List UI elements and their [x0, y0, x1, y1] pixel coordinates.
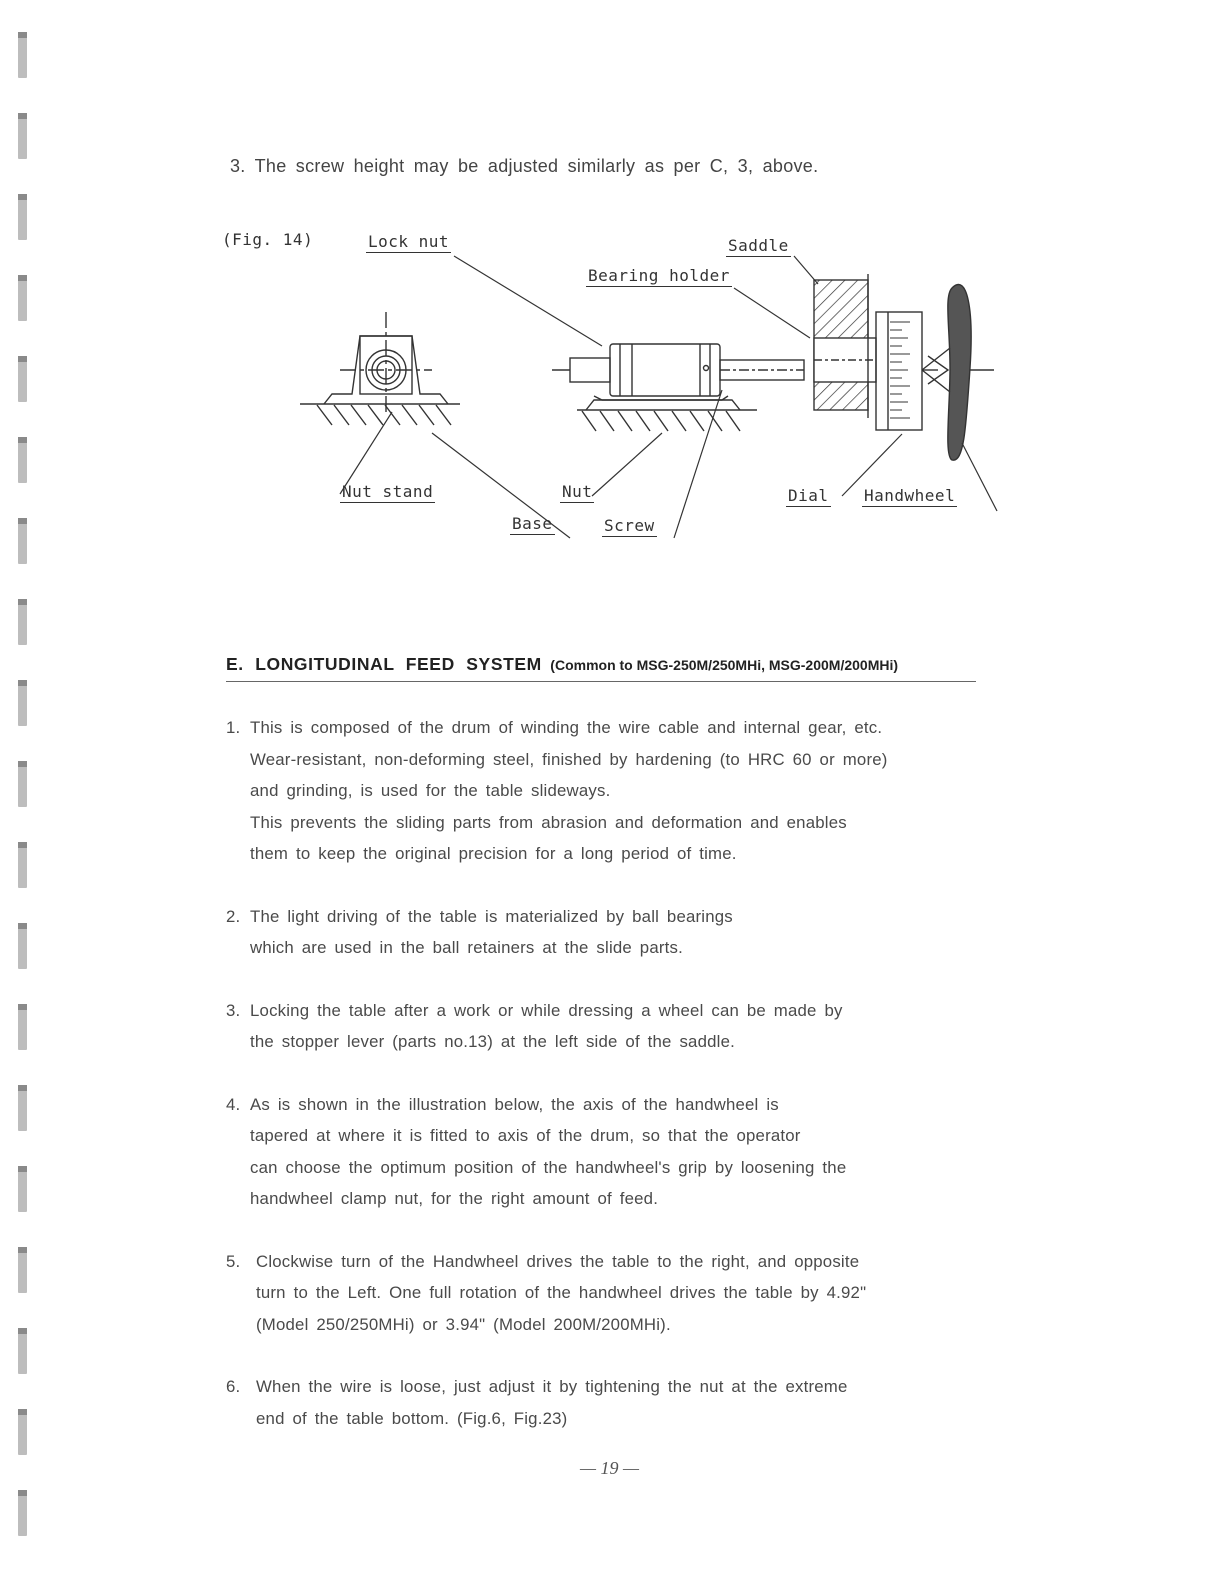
item-line: can choose the optimum position of the handwheel's grip by loosening the — [250, 1157, 847, 1177]
item-line: tapered at where it is fitted to axis of the drum, so that the operator — [250, 1126, 801, 1145]
item-line: The light driving of the table is materialized by ball bearings — [250, 906, 733, 926]
list-item — [226, 901, 986, 964]
binding-hole — [18, 842, 27, 888]
list-item — [226, 995, 986, 1058]
binding-hole — [18, 680, 27, 726]
item-number: 5. — [226, 1251, 241, 1271]
item-line: turn to the Left. One full rotation of the handwheel drives the table by 4.92" — [256, 1283, 867, 1302]
list-item — [226, 1089, 986, 1215]
ground-hatching-left — [300, 404, 460, 425]
binding-hole — [18, 1004, 27, 1050]
item-line: which are used in the ball retainers at the slide parts. — [250, 938, 683, 957]
figure-14 — [222, 228, 1022, 558]
item-line: the stopper lever (parts no.13) at the left side of the saddle. — [250, 1032, 735, 1051]
section-subtitle: (Common to MSG-250M/250MHi, MSG-200M/200MHi) — [550, 657, 899, 673]
item-line: When the wire is loose, just adjust it by tightening the nut at the extreme — [256, 1377, 848, 1396]
item-line: end of the table bottom. (Fig.6, Fig.23) — [256, 1408, 568, 1428]
binding-hole — [18, 275, 27, 321]
binding-hole — [18, 1085, 27, 1131]
binding-hole — [18, 1166, 27, 1212]
binding-hole — [18, 923, 27, 969]
item-number: 2. — [226, 906, 241, 926]
binding-hole — [18, 599, 27, 645]
item-number: 6. — [226, 1377, 241, 1396]
item-line: Clockwise turn of the Handwheel drives the table to the right, and opposite — [256, 1251, 860, 1271]
binding-hole — [18, 761, 27, 807]
item-line: Locking the table after a work or while dressing a wheel can be made by — [250, 1000, 843, 1020]
feed-system-list — [226, 712, 986, 1465]
item-number: 4. — [226, 1094, 241, 1114]
item-number: 1. — [226, 718, 241, 737]
item-number: 3. — [226, 1000, 241, 1020]
item-line: This prevents the sliding parts from abrasion and deformation and enables — [250, 812, 847, 832]
label-base: Base — [512, 514, 553, 533]
binding-hole — [18, 1247, 27, 1293]
binding-hole — [18, 1328, 27, 1374]
saddle-drawing — [814, 274, 876, 418]
item-line: (Model 250/250MHi) or 3.94" (Model 200M/200MHi). — [256, 1314, 671, 1334]
screw-assembly-drawing — [552, 344, 804, 410]
binding-hole — [18, 1490, 27, 1536]
label-saddle: Saddle — [728, 236, 789, 255]
label-lock-nut: Lock nut — [368, 232, 450, 251]
figure-caption: (Fig. 14) — [222, 230, 314, 249]
label-screw: Screw — [604, 516, 655, 535]
binding-hole — [18, 113, 27, 159]
page-number: — 19 — — [580, 1458, 640, 1478]
list-item — [226, 1246, 986, 1341]
section-heading — [226, 654, 976, 682]
binding-holes — [18, 0, 38, 1596]
item-line: and grinding, is used for the table slideways. — [250, 781, 611, 800]
label-bearing-holder: Bearing holder — [588, 266, 730, 285]
section-title: E. LONGITUDINAL FEED SYSTEM — [226, 654, 542, 674]
binding-hole — [18, 32, 27, 78]
ground-hatching-right — [577, 410, 757, 431]
list-item — [226, 712, 986, 870]
label-handwheel: Handwheel — [864, 486, 956, 505]
item-line: As is shown in the illustration below, the axis of the handwheel is — [250, 1094, 779, 1114]
item-line: them to keep the original precision for a long period of time. — [250, 844, 737, 863]
list-item — [226, 1371, 986, 1434]
label-nut: Nut — [562, 482, 593, 501]
binding-hole — [18, 194, 27, 240]
binding-hole — [18, 437, 27, 483]
label-nut-stand: Nut stand — [342, 482, 434, 501]
dial-drawing — [876, 312, 922, 430]
nut-stand-drawing — [324, 312, 448, 414]
item-line: This is composed of the drum of winding the wire cable and internal gear, etc. — [250, 718, 883, 737]
binding-hole — [18, 356, 27, 402]
item-line: handwheel clamp nut, for the right amount of feed. — [250, 1189, 659, 1208]
handwheel-drawing — [922, 285, 994, 461]
binding-hole — [18, 518, 27, 564]
binding-hole — [18, 1409, 27, 1455]
label-dial: Dial — [788, 486, 829, 505]
item-line: Wear-resistant, non-deforming steel, finished by hardening (to HRC 60 or more) — [250, 749, 888, 769]
intro-text: 3. The screw height may be adjusted similarly as per C, 3, above. — [230, 156, 819, 176]
